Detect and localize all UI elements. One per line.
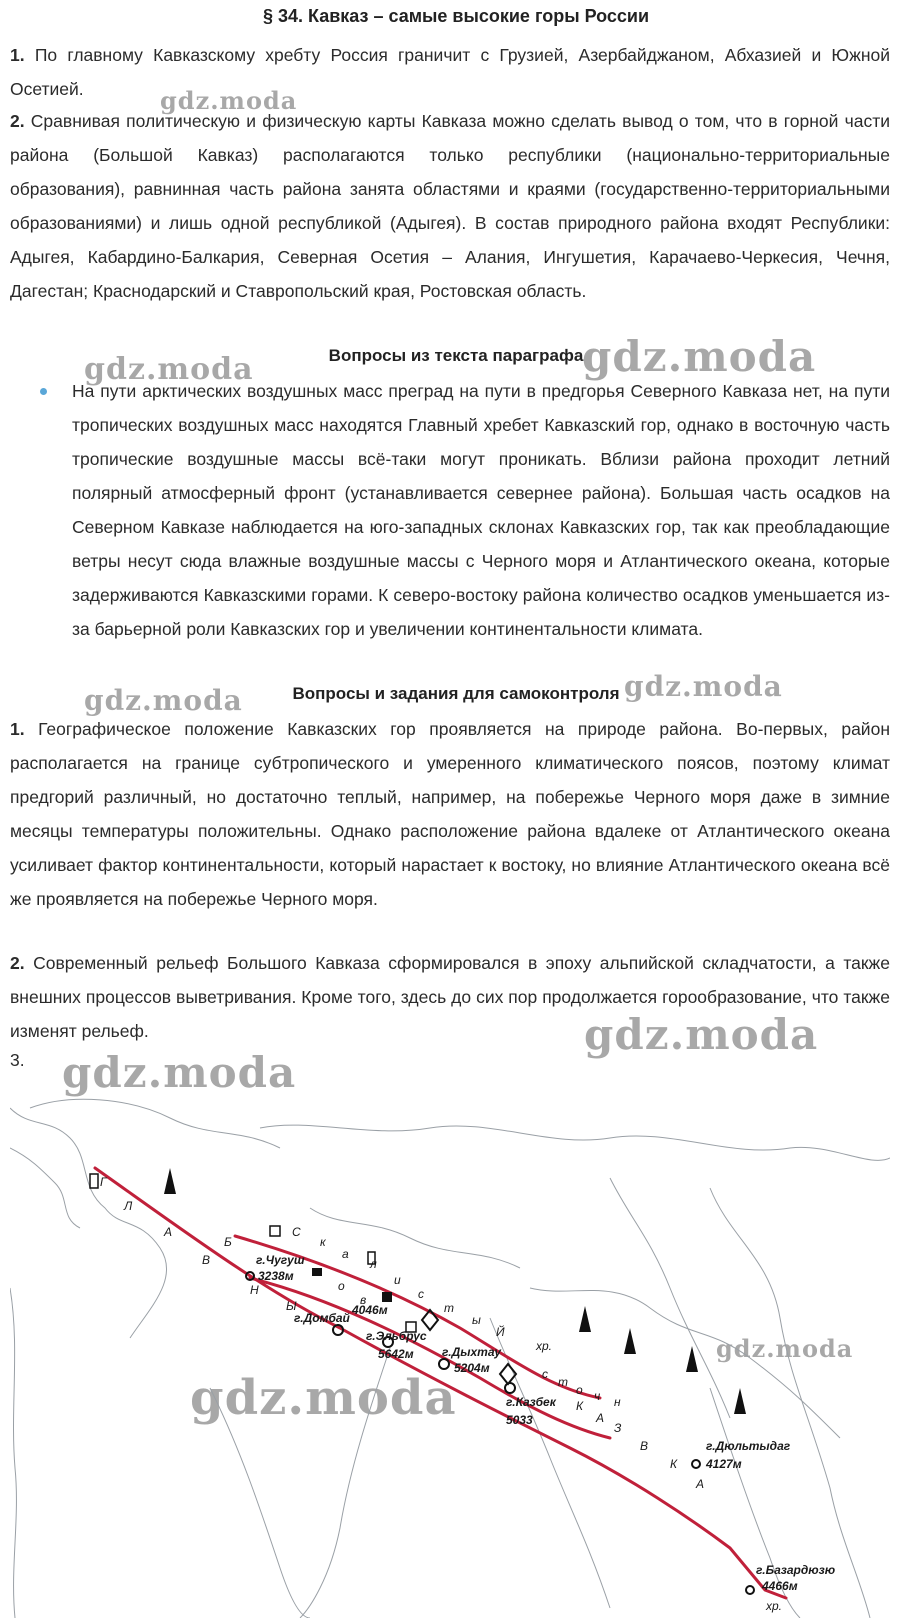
peak-name: г.Эльбрус [366,1329,427,1343]
watermark: gdz.moda [716,1334,854,1363]
map-letter: ы [472,1313,481,1327]
map-letter: В [202,1253,211,1267]
peak-marker-icon [505,1383,515,1393]
map-letter: А [164,1225,173,1239]
map-letter: Й [496,1325,505,1339]
map-ridges [95,1168,786,1598]
map-letter: ч [594,1389,601,1403]
map-letter: т [444,1301,454,1315]
map-letter: а [342,1247,349,1261]
watermark: gdz.moda [624,670,783,703]
watermark: gdz.moda [160,86,298,115]
oil-derrick-icon [164,1168,176,1194]
control-paragraph-3-number: 3. [10,1050,25,1070]
peak-height: 4466м [762,1579,798,1593]
watermark: gdz.moda [190,1370,457,1426]
map-letter: н [614,1395,621,1409]
paragraph-1 [10,38,890,106]
map-letter: с [418,1287,424,1301]
map-letter: Г [100,1175,107,1189]
watermark: gdz.moda [62,1048,297,1097]
bullet-dot-icon [40,388,47,395]
map-letter: и [394,1273,401,1287]
deposit-icon [90,1174,98,1188]
map-letter: т [558,1375,568,1389]
peak-name: г.Домбай [294,1311,350,1325]
control-paragraph-2-number: 2. [10,953,25,973]
peak-name: г.Базардюзю [756,1563,836,1577]
peak-marker-icon [692,1460,700,1468]
peak-height: 4127м [706,1457,742,1471]
oil-derrick-icon [624,1328,636,1354]
peak-height: 4046м [352,1303,388,1317]
map-letter: Б [224,1235,232,1249]
map-labels [100,1175,835,1613]
map-letter: Л [124,1199,133,1213]
map-letter: л [370,1257,377,1271]
map-letter: С [292,1225,301,1239]
peak-height: 3238м [258,1269,294,1283]
map-letter: хр. [536,1339,553,1353]
oil-derrick-icon [686,1346,698,1372]
map-letter: З [614,1421,622,1435]
paragraph-1-text: По главному Кавказскому хребту Россия граничит с Грузией, Азербайджаном, Абхазией и Южной Осетией. [10,45,890,99]
peak-name: г.Казбек [506,1395,556,1409]
control-paragraph-1-text: Географическое положение Кавказских гор проявляется на природе района. Во-первых, район располагается на границе субтропического и умеренного климатического поясов, поэтому климат предгорий различный, но достаточно теплый, например, на побережье Черного моря даже в зимние месяцы температуры положительны. Однако расположение района вдалеке от Атлантического океана усиливает фактор континентальности, который нарастает к востоку, но влияние Атлантического океана всё же проявляется на побережье Черного моря. [10,719,890,909]
caucasus-map [10,1088,890,1618]
bullet-paragraph: На пути арктических воздушных масс преград на пути в предгорья Северного Кавказа нет, на пути тропических воздушных масс находятся Главный хребет Кавказский гор, однако в восточную часть тропические воздушные массы всё-таки могут проникать. Вблизи района проходит летний полярный атмосферный фронт (устанавливается севернее района). Большая часть осадков на Северном Кавказе наблюдается на юго-западных склонах Кавказских гор, так как преобладающие ветры несут сюда влажные воздушные массы с Черного моря и Атлантического океана, которые задерживаются Кавказскими горами. К северо-востоку района количество осадков уменьшается из-за барьерной роли Кавказских гор и увеличении континентальности климата. [72,381,890,639]
peak-marker-icon [746,1586,754,1594]
peak-height: 5033 [506,1413,533,1427]
map-letter: хр. [766,1599,783,1613]
map-letter: в [360,1293,367,1307]
peak-marker-icon [439,1359,449,1369]
map-letter: о [576,1383,583,1397]
heading-self-control: Вопросы и задания для самоконтроля [292,684,620,703]
map-letter: о [338,1279,345,1293]
peak-height: 5204м [454,1361,490,1375]
peak-height: 5642м [378,1347,414,1361]
paragraph-1-number: 1. [10,45,25,65]
oil-derrick-icon [579,1306,591,1332]
map-letter: К [576,1399,584,1413]
map-letter: А [696,1477,705,1491]
peak-name: г.Дюльтыдаг [706,1439,791,1453]
map-letter: К [670,1457,678,1471]
watermark: gdz.moda [582,332,817,381]
paragraph-2-number: 2. [10,111,25,131]
coal-icon [312,1268,322,1276]
peak-name: г.Дыхтау [442,1345,502,1359]
watermark: gdz.moda [84,684,243,717]
control-paragraph-2-text: Современный рельеф Большого Кавказа сформировался в эпоху альпийской складчатости, а также внешних процессов выветривания. Кроме того, здесь до сих пор продолжается горообразование, что также изменят рельеф. [10,953,890,1041]
watermark: gdz.moda [84,352,254,387]
paragraph-2-text: Сравнивая политическую и физическую карты Кавказа можно сделать вывод о том, что в горной части района (Большой Кавказ) располагаются только республики (национально-территориальные образования), равнинная часть района занята областями и краями (государственно-территориальными образованиями) и лишь одной республикой (Адыгея). В состав природного района входят Республики: Адыгея, Кабардино-Балкария, Северная Осетия – Алания, Ингушетия, Карачаево-Черкесия, Чечня, Дагестан; Краснодарский и Ставропольский края, Ростовская область. [10,111,890,301]
oil-derrick-icon [734,1388,746,1414]
page-title: § 34. Кавказ – самые высокие горы России [262,6,650,26]
watermark: gdz.moda [584,1010,819,1059]
map-letter: В [640,1439,649,1453]
map-letter: с [542,1367,548,1381]
map-letter: Н [250,1283,259,1297]
paragraph-2 [10,104,890,308]
map-letter: Ы [286,1299,297,1313]
control-paragraph-1 [10,712,890,916]
map-letter: А [596,1411,605,1425]
heading-text-questions: Вопросы из текста параграфа [328,346,584,365]
map-letter: к [320,1235,326,1249]
control-paragraph-1-number: 1. [10,719,25,739]
deposit-icon [270,1226,280,1236]
peak-name: г.Чугуш [256,1253,305,1267]
coal-icon [382,1292,392,1302]
